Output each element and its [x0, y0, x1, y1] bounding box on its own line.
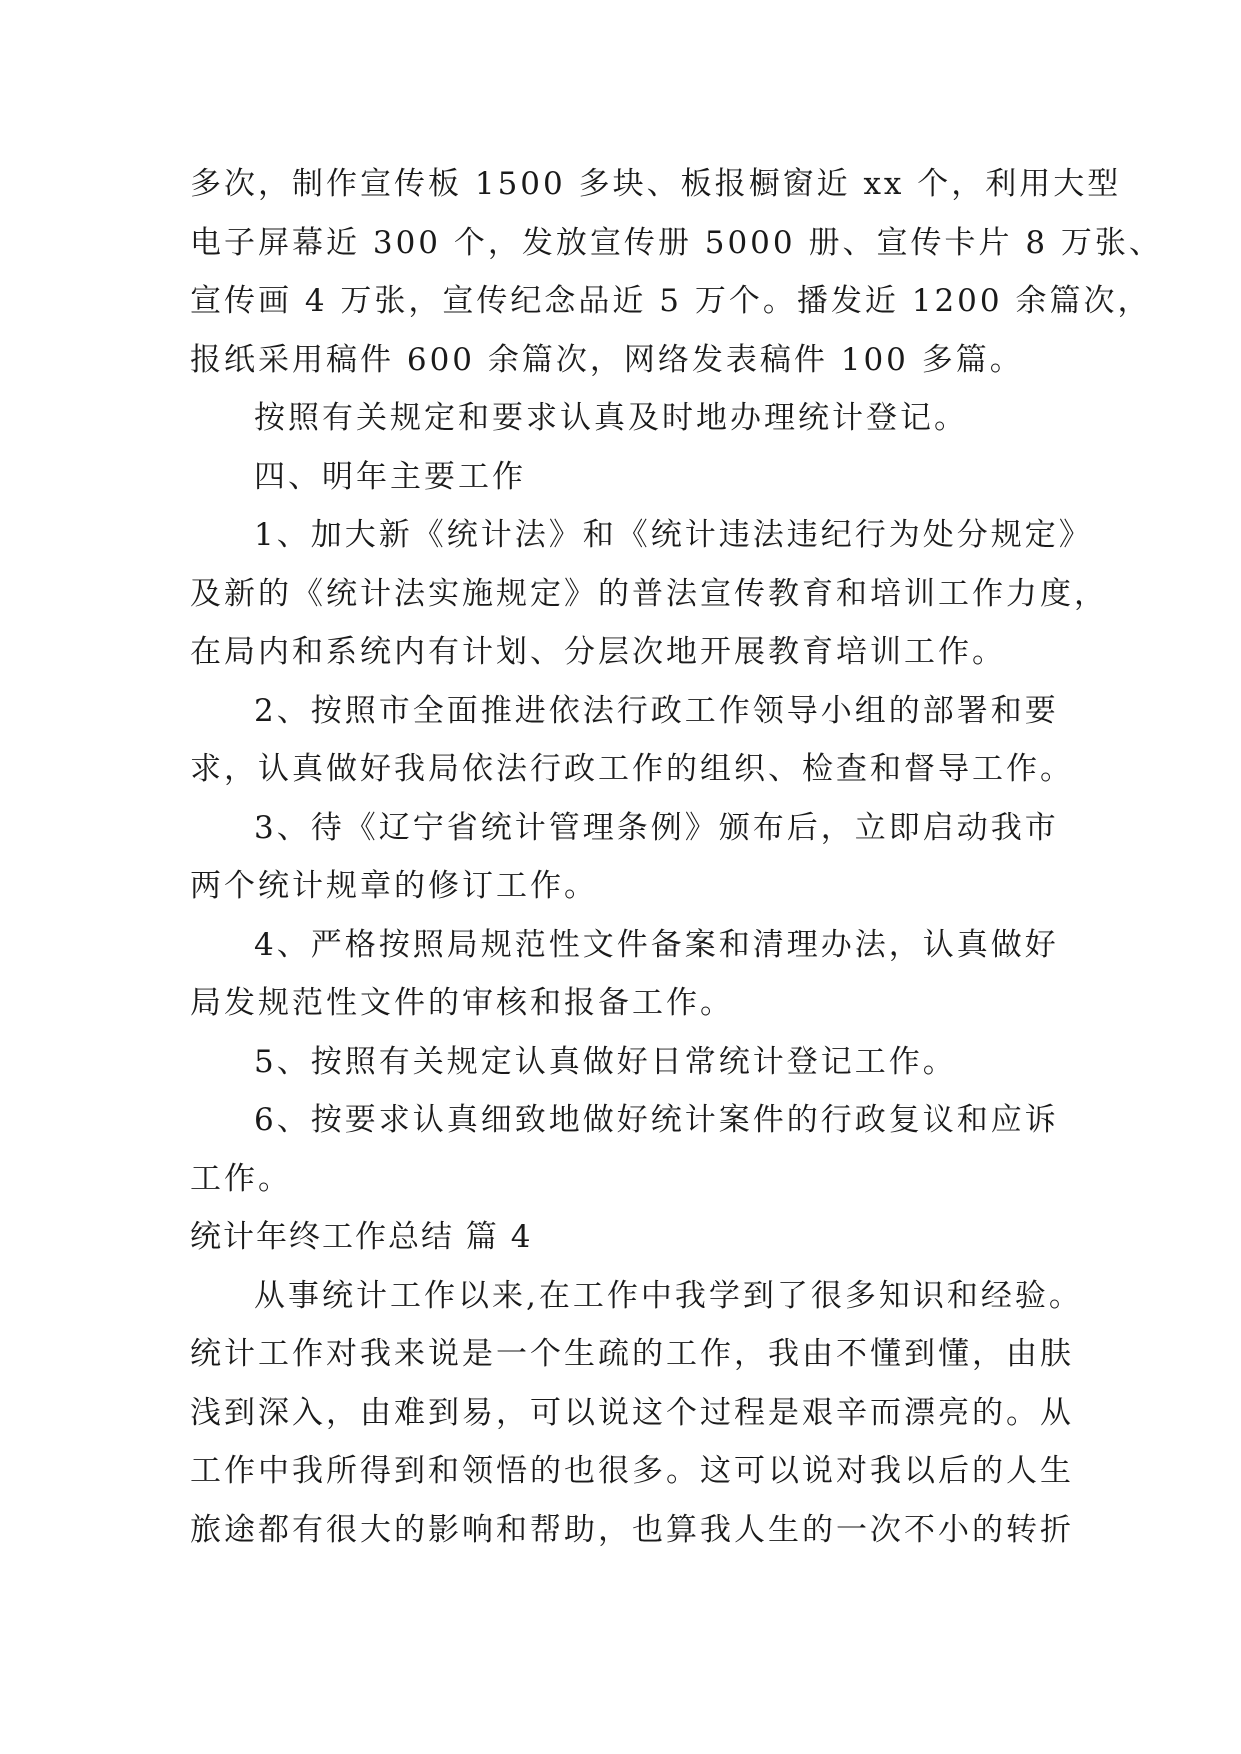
text-line: 1、加大新《统计法》和《统计违法违纪行为处分规定》 [254, 517, 1093, 553]
text-line: 在局内和系统内有计划、分层次地开展教育培训工作。 [190, 634, 1006, 670]
text-line: 按照有关规定和要求认真及时地办理统计登记。 [254, 400, 968, 436]
text-line: 工作。 [190, 1160, 292, 1197]
text-line: 3、待《辽宁省统计管理条例》颁布后，立即启动我市 [254, 809, 1059, 846]
text-line: 2、按照市全面推进依法行政工作领导小组的部署和要 [254, 692, 1059, 729]
text-line: 旅途都有很大的影响和帮助，也算我人生的一次不小的转折 [190, 1511, 1074, 1548]
text-line: 统计工作对我来说是一个生疏的工作，我由不懂到懂，由肤 [190, 1336, 1074, 1372]
text-line: 报纸采用稿件 600 余篇次，网络发表稿件 100 多篇。 [190, 341, 1024, 378]
text-line: 局发规范性文件的审核和报备工作。 [190, 985, 734, 1021]
text-line: 工作中我所得到和领悟的也很多。这可以说对我以后的人生 [190, 1453, 1074, 1489]
section-heading: 四、明年主要工作 [254, 458, 526, 495]
text-line: 两个统计规章的修订工作。 [190, 868, 598, 904]
document-body [190, 155, 1163, 1559]
text-line: 4、严格按照局规范性文件备案和清理办法，认真做好 [254, 926, 1059, 963]
text-line: 及新的《统计法实施规定》的普法宣传教育和培训工作力度， [190, 575, 1108, 612]
text-line: 多次，制作宣传板 1500 多块、板报橱窗近 xx 个，利用大型 [190, 166, 1122, 202]
text-line: 5、按照有关规定认真做好日常统计登记工作。 [254, 1043, 957, 1080]
text-line: 6、按要求认真细致地做好统计案件的行政复议和应诉 [254, 1102, 1059, 1138]
text-line: 从事统计工作以来,在工作中我学到了很多知识和经验。 [254, 1277, 1083, 1314]
text-line: 求，认真做好我局依法行政工作的组织、检查和督导工作。 [190, 751, 1074, 787]
article-title: 统计年终工作总结 篇 4 [190, 1219, 533, 1255]
text-line: 电子屏幕近 300 个，发放宣传册 5000 册、宣传卡片 8 万张、 [190, 224, 1163, 261]
text-line: 浅到深入，由难到易，可以说这个过程是艰辛而漂亮的。从 [190, 1394, 1074, 1431]
text-line: 宣传画 4 万张，宣传纪念品近 5 万个。播发近 1200 余篇次， [190, 283, 1152, 319]
